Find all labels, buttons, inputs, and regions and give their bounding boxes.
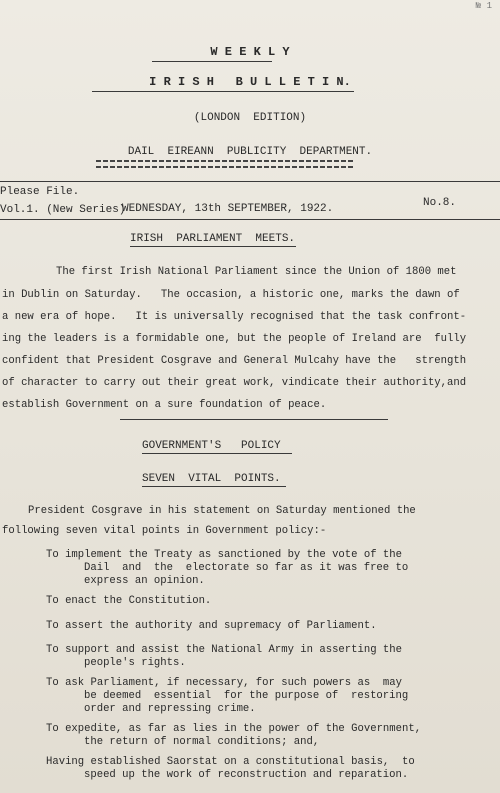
point-1-line-1: To implement the Treaty as sanctioned by the vote of the — [46, 549, 403, 561]
point-5-line-1: To ask Parliament, if necessary, for such powers as may — [46, 677, 403, 689]
article2-subheading: SEVEN VITAL POINTS. — [142, 473, 281, 485]
article-separator — [120, 419, 388, 420]
corner-mark: № 1 — [475, 1, 492, 11]
article1-line-5: confident that President Cosgrave and General Mulcahy have the strength — [2, 355, 467, 367]
point-4-line-1: To support and assist the National Army in asserting the — [46, 644, 403, 656]
issue-date: WEDNESDAY, 13th SEPTEMBER, 1922. — [122, 203, 334, 215]
article1-line-2: in Dublin on Saturday. The occasion, a historic one, marks the dawn of — [2, 289, 460, 301]
point-2-line-1: To enact the Constitution. — [46, 595, 212, 607]
point-4-line-2: people's rights. — [84, 657, 186, 669]
article1-line-7: establish Government on a sure foundation of peace. — [2, 399, 327, 411]
point-6-line-1: To expedite, as far as lies in the power of the Government, — [46, 723, 422, 735]
article1-line-6: of character to carry out their great work, vindicate their authority,and — [2, 377, 467, 389]
weekly-underline — [152, 61, 272, 62]
article2-intro-1: President Cosgrave in his statement on Saturday mentioned the — [28, 505, 416, 517]
article2-heading: GOVERNMENT'S POLICY — [142, 440, 281, 452]
article1-line-3: a new era of hope. It is universally recognised that the task confront- — [2, 311, 467, 323]
masthead-weekly: W E E K L Y — [210, 45, 290, 59]
point-7-line-2: speed up the work of reconstruction and reparation. — [84, 769, 409, 781]
article2-intro-2: following seven vital points in Government policy:- — [2, 525, 327, 537]
point-3-line-1: To assert the authority and supremacy of Parliament. — [46, 620, 377, 632]
article1-line-1: The first Irish National Parliament since the Union of 1800 met — [56, 266, 457, 278]
article1-heading-underline — [130, 246, 296, 247]
masthead-title: I R I S H B U L L E T I N. — [149, 75, 351, 89]
point-6-line-2: the return of normal conditions; and, — [84, 736, 320, 748]
department-dash-2 — [96, 166, 354, 168]
volume-label: Vol.1. (New Series) — [0, 204, 126, 216]
point-5-line-3: order and repressing crime. — [84, 703, 256, 715]
article2-heading-underline — [142, 453, 292, 454]
point-1-line-3: express an opinion. — [84, 575, 205, 587]
masthead-department: DAIL EIREANN PUBLICITY DEPARTMENT. — [127, 146, 373, 158]
masthead-edition: (LONDON EDITION) — [193, 112, 307, 124]
article2-subheading-underline — [142, 486, 286, 487]
department-dash-1 — [96, 160, 354, 162]
article1-heading: IRISH PARLIAMENT MEETS. — [130, 233, 296, 245]
title-underline — [92, 91, 354, 92]
article1-line-4: ing the leaders is a formidable one, but the people of Ireland are fully — [2, 333, 467, 345]
point-5-line-2: be deemed essential for the purpose of restoring — [84, 690, 409, 702]
please-file-label: Please File. — [0, 186, 80, 198]
issue-number: No.8. — [423, 197, 457, 209]
point-7-line-1: Having established Saorstat on a constitutional basis, to — [46, 756, 415, 768]
header-rule — [0, 181, 500, 182]
info-rule — [0, 219, 500, 220]
point-1-line-2: Dail and the electorate so far as it was free to — [84, 562, 409, 574]
